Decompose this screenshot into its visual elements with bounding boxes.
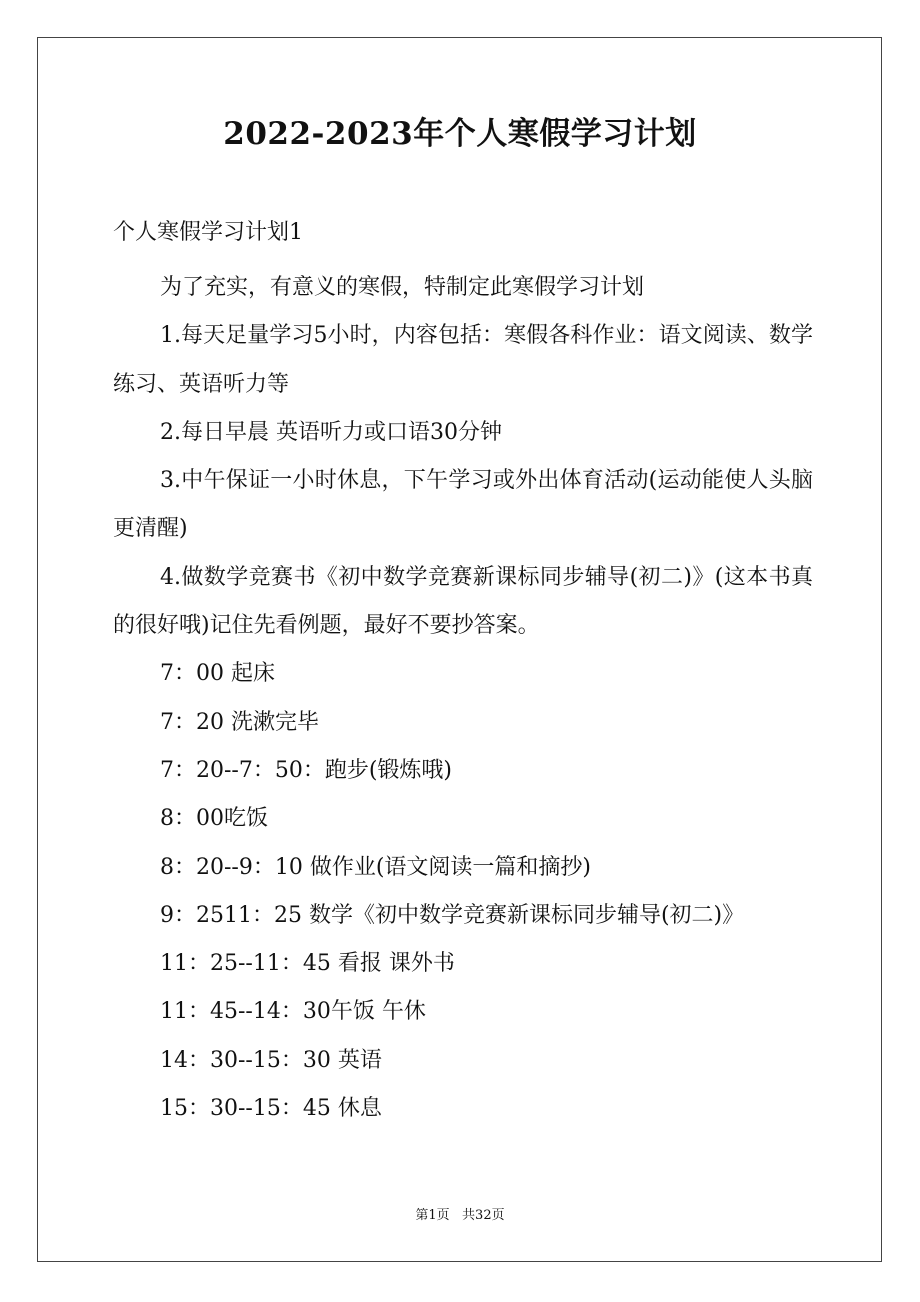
schedule-line: 7：20--7：50：跑步(锻炼哦): [160, 757, 453, 783]
page-number-footer: 第1页 共32页: [415, 1208, 505, 1223]
schedule-line: 8：00吃饭: [160, 806, 268, 832]
paragraph-item-3: 3.中午保证一小时休息，下午学习或外出体育活动(运动能使人头脑更清醒): [113, 468, 813, 542]
document-body: [113, 264, 813, 1133]
schedule-line: 8：20--9：10 做作业(语文阅读一篇和摘抄): [160, 854, 592, 880]
paragraph-item-2: 2.每日早晨 英语听力或口语30分钟: [160, 419, 502, 445]
schedule-line: 7：00 起床: [160, 661, 275, 687]
section-heading: 个人寒假学习计划1: [113, 220, 303, 245]
document-title: 2022-2023年个人寒假学习计划: [223, 116, 697, 152]
schedule-line: 14：30--15：30 英语: [160, 1047, 382, 1073]
schedule-line: 15：30--15：45 休息: [160, 1096, 382, 1122]
schedule-line: 11：45--14：30午饭 午休: [160, 999, 426, 1025]
schedule-line: 11：25--11：45 看报 课外书: [160, 951, 455, 977]
paragraph-intro: 为了充实，有意义的寒假，特制定此寒假学习计划: [160, 275, 645, 300]
paragraph-item-4: 4.做数学竞赛书《初中数学竞赛新课标同步辅导(初二)》(这本书真的很好哦)记住先看例题，最好不要抄答案。: [113, 564, 813, 639]
schedule-line: 9：2511：25 数学《初中数学竞赛新课标同步辅导(初二)》: [160, 902, 745, 928]
schedule-line: 7：20 洗漱完毕: [160, 709, 319, 735]
paragraph-item-1: 1.每天足量学习5小时，内容包括：寒假各科作业：语文阅读、数学练习、英语听力等: [113, 323, 813, 397]
